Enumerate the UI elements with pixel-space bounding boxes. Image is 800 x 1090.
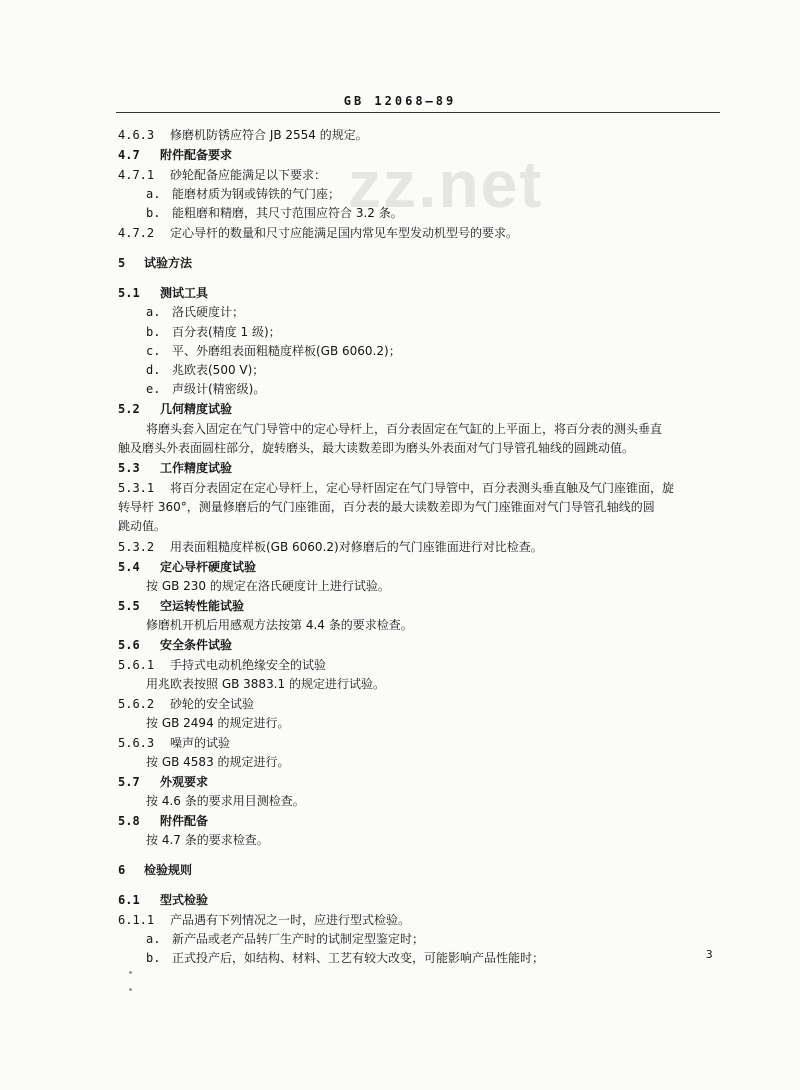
section-5-heading [118,255,192,271]
list-text: 新产品或老产品转厂生产时的试制定型鉴定时； [172,932,425,946]
heading-text: 外观要求 [160,775,209,789]
list-item-a [146,304,244,320]
paragraph-line: 用兆欧表按照 GB 3883.1 的规定进行试验。 [146,677,385,691]
list-item-b [146,324,281,340]
clause-number: 5.3.2 [118,540,155,554]
list-item-c [146,343,401,359]
clause-number: 6.1.1 [118,913,155,927]
heading-5-5 [118,598,244,614]
scan-speck [129,988,132,991]
clause-text: 砂轮的安全试验 [170,697,255,711]
clause-text: 用表面粗糙度样板(GB 6060.2)对修磨后的气门座锥面进行对比检查。 [170,540,543,554]
heading-text: 空运转性能试验 [160,599,245,613]
list-marker: c. [146,344,161,358]
list-item-e [146,381,265,397]
clause-text: 手持式电动机绝缘安全的试验 [170,658,327,672]
list-marker: d. [146,363,161,377]
heading-6-1 [118,892,208,908]
list-text: 能磨材质为钢或铸铁的气门座； [172,187,341,201]
clause-5-6-3 [118,735,230,751]
scan-speck [129,971,132,974]
clause-text: 定心导杆的数量和尺寸应能满足国内常见车型发动机型号的要求。 [170,226,519,240]
paragraph-line: 按 4.7 条的要求检查。 [146,833,269,847]
paragraph-line: 转导杆 360°，测量修磨后的气门座锥面，百分表的最大读数差即为气门座锥面对气门导管孔轴线的圆 [118,500,655,514]
clause-number: 5.8 [118,814,140,828]
list-item-a [146,931,424,947]
heading-5-4 [118,559,256,575]
heading-text: 测试工具 [160,286,209,300]
paragraph-line: 修磨机开机后用感观方法按第 4.4 条的要求检查。 [146,618,413,632]
clause-5-3-1 [118,480,674,496]
heading-text: 定心导杆硬度试验 [160,560,257,574]
clause-number: 5.6 [118,638,140,652]
section-title: 检验规则 [144,863,193,877]
list-text: 能粗磨和精磨，其尺寸范围应符合 3.2 条。 [172,206,403,220]
list-text: 平、外磨组表面粗糙度样板(GB 6060.2)； [172,344,401,358]
clause-5-6-2 [118,696,254,712]
clause-number: 5.6.2 [118,697,155,711]
list-item-b [146,205,403,221]
paragraph-line: 按 GB 230 的规定在洛氏硬度计上进行试验。 [146,579,390,593]
paragraph-line: 将磨头套入固定在气门导管中的定心导杆上，百分表固定在气缸的上平面上，将百分表的测头垂直 [146,422,663,436]
heading-text: 工作精度试验 [160,461,233,475]
clause-text: 将百分表固定在定心导杆上，定心导杆固定在气门导管中，百分表测头垂直触及气门座锥面，旋 [170,481,675,495]
page-number: 3 [706,948,713,961]
list-text: 百分表(精度 1 级)； [172,325,281,339]
list-marker: a. [146,305,161,319]
clause-number: 5.5 [118,599,140,613]
list-item-b [146,950,544,966]
clause-number: 5.1 [118,286,140,300]
list-marker: b. [146,951,161,965]
heading-text: 安全条件试验 [160,638,233,652]
section-number: 6 [118,863,126,877]
list-text: 洛氏硬度计； [172,305,245,319]
clause-number: 4.7.1 [118,168,155,182]
clause-number: 5.6.3 [118,736,155,750]
heading-4-7 [118,147,232,163]
clause-text: 修磨机防锈应符合 JB 2554 的规定。 [170,128,368,142]
clause-number: 4.6.3 [118,128,155,142]
list-marker: b. [146,206,161,220]
clause-number: 4.7.2 [118,226,155,240]
list-text: 声级计(精密级)。 [172,382,266,396]
heading-text: 型式检验 [160,893,209,907]
section-6-heading [118,862,192,878]
heading-5-1 [118,285,208,301]
header-rule [116,112,720,113]
heading-text: 附件配备 [160,814,209,828]
clause-4-6-3 [118,127,368,143]
clause-number: 6.1 [118,893,140,907]
list-marker: e. [146,382,161,396]
section-title: 试验方法 [144,256,193,270]
list-text: 正式投产后，如结构、材料、工艺有较大改变，可能影响产品性能时； [172,951,545,965]
heading-5-8 [118,813,208,829]
clause-5-3-2 [118,539,543,555]
clause-6-1-1 [118,912,410,928]
clause-number: 5.2 [118,402,140,416]
section-number: 5 [118,256,126,270]
clause-number: 5.7 [118,775,140,789]
paragraph-line: 触及磨头外表面圆柱部分，旋转磨头，最大读数差即为磨头外表面对气门导管孔轴线的圆跳动值。 [118,441,635,455]
paragraph-line: 跳动值。 [118,519,167,533]
clause-number: 5.6.1 [118,658,155,672]
heading-5-2 [118,401,232,417]
heading-5-6 [118,637,232,653]
clause-text: 产品遇有下列情况之一时，应进行型式检验。 [170,913,411,927]
list-marker: b. [146,325,161,339]
clause-number: 5.3 [118,461,140,475]
heading-text: 附件配备要求 [160,148,233,162]
list-marker: a. [146,187,161,201]
clause-4-7-1 [118,167,326,183]
list-item-a [146,186,340,202]
paragraph-line: 按 4.6 条的要求用目测检查。 [146,794,305,808]
clause-text: 砂轮配备应能满足以下要求： [170,168,327,182]
list-item-d [146,362,264,378]
paragraph-line: 按 GB 4583 的规定进行。 [146,755,290,769]
clause-5-6-1 [118,657,326,673]
clause-number: 5.4 [118,560,140,574]
heading-5-3 [118,460,232,476]
watermark: zz.net [348,147,544,221]
list-text: 兆欧表(500 V)； [172,363,265,377]
heading-5-7 [118,774,208,790]
clause-4-7-2 [118,225,518,241]
clause-number: 4.7 [118,148,140,162]
paragraph-line: 按 GB 2494 的规定进行。 [146,716,290,730]
heading-text: 几何精度试验 [160,402,233,416]
clause-text: 噪声的试验 [170,736,231,750]
list-marker: a. [146,932,161,946]
page-header-standard-number: GB 12068—89 [343,94,457,108]
clause-number: 5.3.1 [118,481,155,495]
